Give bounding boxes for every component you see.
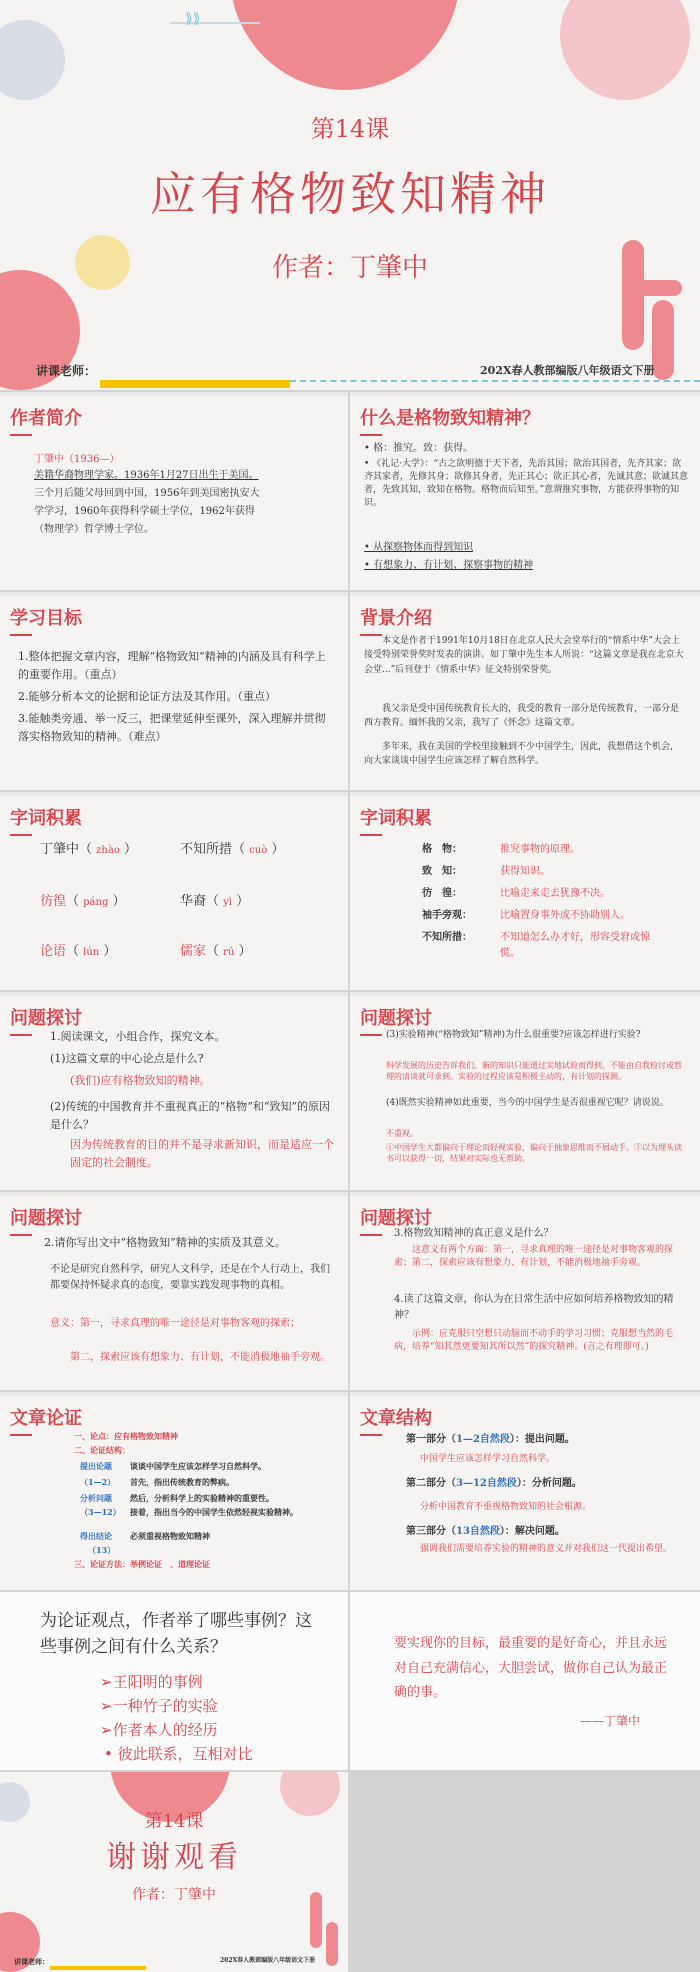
def-term: 致 知： bbox=[422, 866, 462, 877]
word: 彷徨 bbox=[40, 894, 67, 909]
slide-title: 学习目标 bbox=[10, 604, 82, 630]
pinyin: lún bbox=[83, 947, 100, 958]
edition-label: 202X春人教部编版八年级语文下册 bbox=[480, 364, 655, 377]
bullet-item: • 从探察物体而得到知识 bbox=[364, 542, 474, 553]
example-item: ➢王阳明的事例 bbox=[100, 1673, 203, 1691]
top-bar bbox=[0, 1192, 348, 1196]
example-item: • 彼此联系，互相对比 bbox=[104, 1745, 253, 1763]
word: 华裔 bbox=[180, 894, 207, 909]
top-bar bbox=[350, 792, 700, 796]
bullet-text: 有想象力、有计划、探察事物的精神 bbox=[373, 560, 534, 571]
def-text: 比喻置身事外或不协助别人。 bbox=[500, 910, 630, 921]
slide-discussion-3 bbox=[0, 1192, 348, 1390]
slide-title: 文章结构 bbox=[360, 1404, 432, 1430]
bullet-item: • 格：推究。致：获得。 bbox=[364, 443, 474, 454]
bg-paragraph: 本文是作者于1991年10月18日在北京人民大会堂举行的“情系中华”大会上接受特别荣誉奖时发表的演讲。如丁肇中先生本人所说：“这篇文章是我在北京大会堂...”后刊登于《情系中华》征文特别荣誉奖。 bbox=[364, 636, 684, 675]
question: (1)这篇文章的中心论点是什么? bbox=[50, 1052, 204, 1065]
def-term: 格 物： bbox=[422, 844, 462, 855]
slide-discussion-4 bbox=[350, 1192, 700, 1390]
pinyin: yì bbox=[223, 897, 233, 908]
question: 为论证观点，作者举了哪些事例？这些事例之间有什么关系？ bbox=[40, 1611, 312, 1658]
slide-discussion-1 bbox=[0, 992, 348, 1190]
page-title: 谢谢观看 bbox=[106, 1840, 242, 1875]
slide-word-definitions bbox=[350, 792, 700, 990]
bullet-text: 格：推究。致：获得。 bbox=[373, 443, 474, 454]
question: 2.请你写出文中“格物致知”精神的实质及其意义。 bbox=[44, 1236, 286, 1249]
slide-title: 背景介绍 bbox=[360, 604, 432, 630]
outline-text: 谈谈中国学生应该怎样学习自然科学。 bbox=[130, 1461, 266, 1471]
outline-node: （3—12） bbox=[80, 1507, 121, 1517]
slide-examples bbox=[0, 1592, 348, 1770]
decor-circle bbox=[0, 20, 65, 100]
word: 儒家 bbox=[180, 944, 207, 959]
slide-end bbox=[0, 1772, 348, 1972]
outline-line: 二、论证结构： bbox=[74, 1445, 130, 1455]
bullet-item: • 《礼记·大学》：“古之欲明德于天下者，先治其国；欲治其国者，先齐其家；欲齐其家者，先修其身；欲修其身者，先正其心；欲正其心者，先诚其意；欲诚其意者，先致其知，致知在格物。格物而后知至。”意谓推究事物，方能获得事物的知识。 bbox=[364, 459, 689, 509]
answer: 科学发展的历史告诉我们，新的知识只能通过实地试验而得到，不能由自我检讨或哲理的清谈就可求到。实验的过程应该是积极主动的，有计划的探测。 bbox=[386, 1061, 682, 1082]
def-term: 不知所措： bbox=[422, 932, 472, 943]
bullet-item: • 有想象力、有计划、探察事物的精神 bbox=[364, 560, 534, 571]
slide-discussion-2 bbox=[350, 992, 700, 1190]
answer: (我们)应有格物致知的精神。 bbox=[70, 1074, 211, 1087]
slide-quote bbox=[350, 1592, 700, 1770]
slide-title: 字词积累 bbox=[10, 804, 82, 830]
example-text: 作者本人的经历 bbox=[112, 1721, 218, 1739]
question: 1.阅读课文，小组合作，探究文本。 bbox=[50, 1030, 226, 1043]
outline-node: 提出论题 bbox=[80, 1461, 112, 1471]
outline-node: 得出结论 bbox=[80, 1531, 112, 1541]
def-term: 袖手旁观： bbox=[422, 910, 472, 921]
paragraph: 不论是研究自然科学，研究人文科学，还是在个人行动上，我们都要保持怀疑求真的态度，要靠实践发现事物的真相。 bbox=[50, 1264, 330, 1291]
answer: 不重视。 bbox=[386, 1129, 418, 1138]
intro-line: （物理学）哲学博士学位。 bbox=[34, 524, 154, 535]
pinyin: zhào bbox=[96, 845, 120, 856]
answer: 这意义有两个方面：第一，寻求真理的唯一途径是对事物客观的探索；第二，探索应该有想象力、有计划，不能消极地袖手旁观。 bbox=[394, 1245, 674, 1269]
pinyin: cuò bbox=[249, 845, 268, 856]
part-range: 13自然段 bbox=[456, 1526, 500, 1537]
part-label: 第一部分（ bbox=[406, 1434, 456, 1445]
outline-text: 必须重视格物致知精神 bbox=[130, 1531, 210, 1541]
decor-line bbox=[170, 22, 260, 24]
slide-argumentation bbox=[0, 1392, 348, 1590]
answer: 示例：应克服只空想只动脑而不动手的学习习惯；克服想当然的毛病，培养“知其然更要知其所以然”的探究精神。(言之有理即可。) bbox=[394, 1329, 674, 1353]
decor-circle bbox=[230, 0, 460, 90]
slide-title: 文章论证 bbox=[10, 1404, 82, 1430]
slide-learning-goals bbox=[0, 592, 348, 790]
bg-paragraph: 多年来，我在美国的学校里接触到不少中国学生，因此，我想借这个机会，向大家谈谈中国学生应该怎样了解自然科学。 bbox=[364, 742, 680, 767]
part-desc: 强调我们需要培养实验的精神的意义并对我们这一代提出希望。 bbox=[420, 1544, 673, 1554]
example-item: ➢作者本人的经历 bbox=[100, 1721, 218, 1739]
def-text: 获得知识。 bbox=[500, 866, 550, 877]
decor-circle bbox=[560, 0, 690, 100]
part-range: 3—12自然段 bbox=[456, 1478, 517, 1489]
slide-cover bbox=[0, 0, 700, 390]
bullet-text: 《礼记·大学》：“古之欲明德于天下者，先治其国；欲治其国者，先齐其家；欲齐其家者，先修其身；欲修其身者，先正其心；欲正其心者，先诚其意；欲诚其意者，先致其知，致知在格物。格物而后知至。”意谓推究事物，方能获得事物的知识。 bbox=[364, 459, 689, 509]
slide-gewu-zhizhi bbox=[350, 392, 700, 590]
slide-words-pinyin bbox=[0, 792, 348, 990]
def-text: 推究事物的原理。 bbox=[500, 844, 580, 855]
decor-bar bbox=[326, 1922, 338, 1966]
slide-title: 问题探讨 bbox=[360, 1204, 432, 1230]
outline-node: （1—2） bbox=[80, 1477, 116, 1487]
def-text: 比喻走来走去犹豫不决。 bbox=[500, 888, 610, 899]
part-label: 第二部分（ bbox=[406, 1478, 456, 1489]
top-bar bbox=[0, 992, 348, 996]
slide-structure bbox=[350, 1392, 700, 1590]
word: 论语 bbox=[40, 944, 67, 959]
decor-bar bbox=[652, 300, 674, 380]
outline-line: 一、论点：应有格物致知精神 bbox=[74, 1431, 178, 1441]
answer: 意义：第一，寻求真理的唯一途径是对事物客观的探索； bbox=[50, 1318, 300, 1329]
top-bar bbox=[0, 392, 348, 396]
slide-title: 问题探讨 bbox=[10, 1204, 82, 1230]
word-entry: 彷徨（ páng ） bbox=[40, 894, 126, 909]
example-text: 彼此联系，互相对比 bbox=[117, 1745, 253, 1763]
top-bar bbox=[0, 592, 348, 596]
part-range: 1—2自然段 bbox=[456, 1434, 510, 1445]
outline-node: 分析问题 bbox=[80, 1493, 112, 1503]
example-item: ➢一种竹子的实验 bbox=[100, 1697, 218, 1715]
part-role: ）：解决问题。 bbox=[499, 1526, 565, 1537]
top-bar bbox=[350, 592, 700, 596]
slide-title: 字词积累 bbox=[360, 804, 432, 830]
author: 作者：丁肇中 bbox=[132, 1887, 216, 1903]
author-name: 丁肇中（1936—） bbox=[34, 454, 120, 465]
example-text: 王阳明的事例 bbox=[112, 1673, 203, 1691]
word-entry: 华裔（ yì ） bbox=[180, 894, 250, 909]
question: (3)实验精神(“格物致知”精神)为什么很重要?应该怎样进行实验? bbox=[386, 1030, 641, 1040]
answer: 第二，探索应该有想象力、有计划，不能消极地袖手旁观。 bbox=[70, 1352, 330, 1363]
top-bar bbox=[0, 1392, 348, 1396]
pinyin: páng bbox=[83, 897, 109, 908]
example-text: 一种竹子的实验 bbox=[112, 1697, 218, 1715]
top-bar bbox=[350, 392, 700, 396]
dashed-line bbox=[290, 380, 700, 382]
slide-background bbox=[350, 592, 700, 790]
slide-title: 问题探讨 bbox=[360, 1004, 432, 1030]
word-entry: 论语（ lún ） bbox=[40, 944, 117, 959]
outline-line: 三、论证方法：举例论证 、道理论证 bbox=[74, 1559, 210, 1569]
top-bar bbox=[350, 992, 700, 996]
top-bar bbox=[0, 792, 348, 796]
quote-text: 要实现你的目标，最重要的是好奇心，并且永远对自己充满信心，大胆尝试，做你自己认为最正确的事。 bbox=[394, 1636, 668, 1701]
top-bar bbox=[350, 1392, 700, 1396]
goal-item: 3.能触类旁通、举一反三，把课堂延伸至课外，深入理解并贯彻落实格物致知的精神。（难点） bbox=[18, 712, 326, 743]
part-heading bbox=[406, 1524, 565, 1540]
answer: ①中国学生大都偏向于理论而轻视实验，偏向于抽象思维而不屑动手。②以为埋头读书可以获得一切，结果对实际也无帮助。 bbox=[386, 1143, 682, 1164]
outline-text: 然后，分析科学上的实验精神的重要性。 bbox=[130, 1493, 274, 1503]
pinyin: rú bbox=[223, 947, 235, 958]
underline-bar bbox=[100, 380, 290, 388]
outline-node: （13） bbox=[88, 1545, 116, 1555]
def-term: 彷 徨： bbox=[422, 888, 462, 899]
part-label: 第三部分（ bbox=[406, 1526, 456, 1537]
def-text: 不知道怎么办才好，形容受窘或惊慌。 bbox=[500, 932, 650, 959]
part-desc: 分析中国教育不重视格物致知的社会根源。 bbox=[420, 1502, 592, 1512]
goal-item: 1.整体把握文章内容，理解“格物致知”精神的内涵及具有科学上的重要作用。（重点） bbox=[18, 650, 326, 681]
slide-title: 作者简介 bbox=[10, 404, 82, 430]
bg-paragraph: 我父亲是受中国传统教育长大的，我受的教育一部分是传统教育，一部分是西方教育。缅怀我的父亲，我写了《怀念》这篇文章。 bbox=[364, 704, 680, 729]
slide-title: 什么是格物致知精神？ bbox=[360, 404, 540, 430]
author: 作者：丁肇中 bbox=[271, 253, 428, 283]
question: (4)既然实验精神如此重要，当今的中国学生是否很重视它呢？请说说。 bbox=[386, 1098, 669, 1108]
part-heading bbox=[406, 1476, 582, 1492]
underline-bar bbox=[50, 1966, 146, 1970]
teacher-label: 讲课老师： bbox=[14, 1957, 49, 1966]
word-entry: 儒家（ rú ） bbox=[180, 944, 252, 959]
question: (2)传统的中国教育并不重视真正的“格物”和“致知”的原因是什么？ bbox=[50, 1100, 331, 1131]
question: 4.读了这篇文章，你认为在日常生活中应如何培养格物致知的精神？ bbox=[394, 1294, 674, 1321]
quote-author: ——丁肇中 bbox=[580, 1714, 641, 1728]
question: 3.格物致知精神的真正意义是什么？ bbox=[394, 1228, 554, 1239]
outline-text: 接着，指出当今的中国学生依然轻视实验精神。 bbox=[130, 1507, 298, 1517]
part-role: ）：提出问题。 bbox=[509, 1434, 575, 1445]
edition-label: 202X春人教部编版八年级语文下册 bbox=[220, 1957, 316, 1964]
intro-line: 学学习，1960年获得科学硕士学位，1962年获得 bbox=[34, 506, 255, 517]
part-heading bbox=[406, 1432, 575, 1448]
page-title: 应有格物致知精神 bbox=[150, 167, 550, 221]
outline-text: 首先，指出传统教育的弊病。 bbox=[130, 1477, 234, 1487]
intro-line: 三个月后随父母回到中国，1956年到美国密执安大 bbox=[34, 488, 260, 499]
lesson-number: 第14课 bbox=[144, 1811, 204, 1832]
part-role: ）：分析问题。 bbox=[516, 1478, 582, 1489]
word-entry: 丁肇中（ zhào ） bbox=[40, 842, 137, 857]
word: 丁肇中 bbox=[40, 842, 80, 857]
part-desc: 中国学生应该怎样学习自然科学。 bbox=[420, 1454, 556, 1464]
word-entry: 不知所措（ cuò ） bbox=[180, 842, 285, 857]
slide-title: 问题探讨 bbox=[10, 1004, 82, 1030]
goal-item: 2.能够分析本文的论据和论证方法及其作用。（重点） bbox=[18, 690, 276, 703]
top-bar bbox=[350, 1192, 700, 1196]
bullet-text: 从探察物体而得到知识 bbox=[373, 542, 474, 553]
answer: 因为传统教育的目的并不是寻求新知识，而是适应一个固定的社会制度。 bbox=[70, 1138, 334, 1169]
lesson-number: 第14课 bbox=[310, 115, 390, 143]
decor-arrow: ⟫⟫ bbox=[185, 11, 201, 27]
slide-author-intro bbox=[0, 392, 348, 590]
word: 不知所措 bbox=[180, 842, 233, 857]
teacher-label: 讲课老师： bbox=[36, 364, 97, 378]
intro-line: 美籍华裔物理学家。1936年1月27日出生于美国。 bbox=[34, 470, 259, 481]
